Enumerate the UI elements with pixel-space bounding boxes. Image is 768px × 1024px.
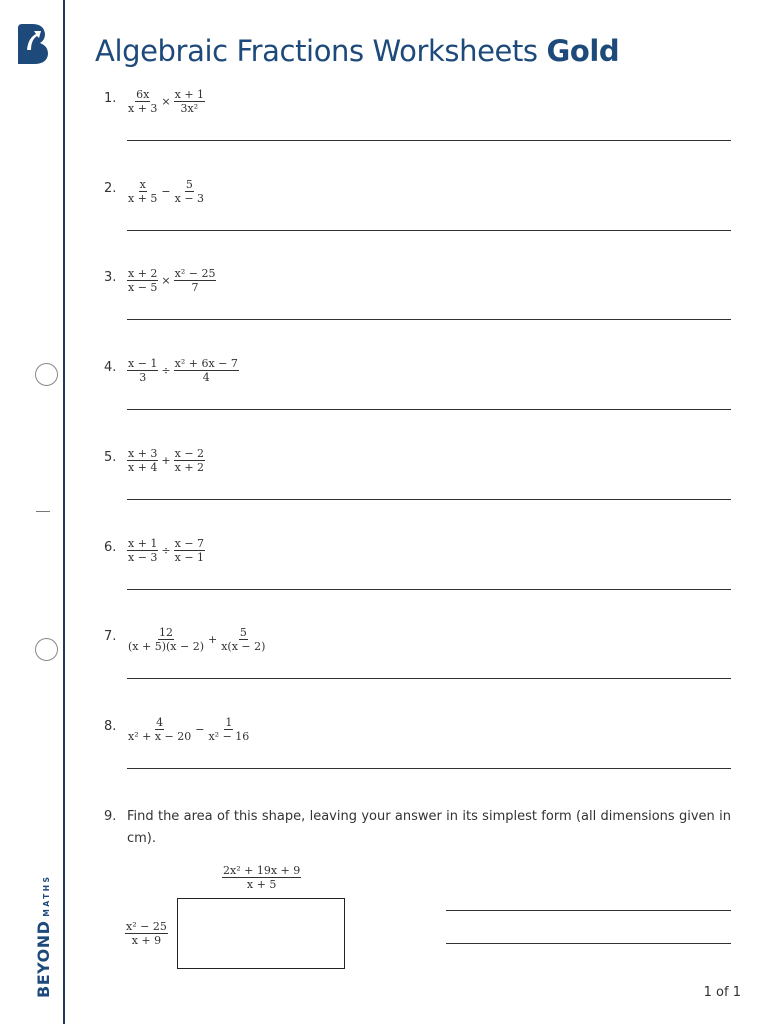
brand-word-2: MATHS — [42, 874, 51, 917]
beyond-logo-icon — [14, 22, 52, 66]
operator: × — [161, 274, 171, 287]
operator: − — [161, 185, 171, 198]
fraction-denominator: x² − 16 — [208, 730, 250, 743]
fraction — [174, 537, 205, 564]
question-expression — [127, 716, 250, 743]
question-expression — [127, 447, 205, 474]
fraction-numerator: x² − 25 — [174, 267, 216, 280]
fraction — [220, 626, 266, 653]
fraction-numerator: x + 1 — [128, 537, 158, 550]
fraction — [174, 178, 205, 205]
fraction-numerator: 1 — [225, 716, 233, 729]
operator: × — [161, 95, 171, 108]
operator: ÷ — [161, 364, 171, 377]
fraction — [174, 267, 217, 294]
answer-line[interactable] — [446, 910, 731, 911]
fraction-denominator: 3x² — [180, 102, 199, 115]
question-expression — [127, 537, 205, 564]
fraction — [127, 537, 158, 564]
punch-hole-upper — [35, 363, 58, 386]
fraction — [127, 716, 192, 743]
fraction-numerator: x² + 6x − 7 — [174, 357, 238, 370]
question-number: 9. — [104, 809, 117, 824]
title-main: Algebraic Fractions Worksheets — [95, 34, 538, 68]
question-number: 4. — [104, 360, 117, 375]
answer-line[interactable] — [127, 678, 731, 679]
fraction-denominator: 7 — [191, 281, 199, 294]
fraction-numerator: 5 — [239, 626, 247, 639]
rectangle-height-label — [125, 920, 168, 947]
margin-line — [63, 0, 65, 1024]
question-number: 3. — [104, 270, 117, 285]
answer-line[interactable] — [127, 499, 731, 500]
fraction-denominator: x + 9 — [131, 934, 162, 947]
fraction — [174, 88, 205, 115]
fraction-denominator: 3 — [139, 371, 147, 384]
fraction-denominator: x + 5 — [128, 192, 158, 205]
fraction-denominator: x + 5 — [246, 878, 277, 891]
rectangle-shape — [177, 898, 345, 969]
fraction — [127, 178, 158, 205]
answer-line[interactable] — [127, 140, 731, 141]
fraction-numerator: 6x — [136, 88, 150, 101]
brand-vertical — [34, 875, 53, 998]
question-number: 7. — [104, 629, 117, 644]
fraction — [127, 357, 158, 384]
title-level: Gold — [546, 34, 620, 68]
fraction — [207, 716, 250, 743]
brand-word-1: BEYOND — [34, 920, 53, 998]
fold-mark — [36, 511, 50, 512]
rectangle-width-label — [222, 864, 301, 891]
page-title — [95, 34, 619, 68]
fraction — [127, 88, 158, 115]
fraction-denominator: x − 5 — [128, 281, 158, 294]
answer-line[interactable] — [127, 768, 731, 769]
question-expression — [127, 267, 216, 294]
fraction-denominator: (x + 5)(x − 2) — [128, 640, 204, 653]
operator: ÷ — [161, 544, 171, 557]
operator: − — [195, 723, 205, 736]
fraction-numerator: 5 — [185, 178, 193, 191]
fraction-numerator: x² − 25 — [126, 920, 167, 933]
page-number: 1 of 1 — [703, 985, 741, 1000]
fraction-numerator: x − 2 — [174, 447, 205, 460]
fraction-denominator: x + 2 — [174, 461, 205, 474]
fraction-numerator: x + 2 — [128, 267, 158, 280]
fraction-numerator: 2x² + 19x + 9 — [223, 864, 301, 877]
answer-line[interactable] — [127, 230, 731, 231]
fraction — [127, 626, 205, 653]
question-expression — [127, 357, 239, 384]
fraction — [174, 357, 239, 384]
question-9-text: Find the area of this shape, leaving your answer in its simplest form (all dimensions given in cm). — [127, 809, 731, 846]
question-expression — [127, 178, 205, 205]
answer-line[interactable] — [127, 409, 731, 410]
fraction-numerator: x − 7 — [174, 537, 205, 550]
fraction — [127, 447, 158, 474]
fraction-numerator: x — [139, 178, 146, 191]
fraction-denominator: x − 1 — [174, 551, 205, 564]
answer-line[interactable] — [127, 589, 731, 590]
operator: + — [161, 454, 171, 467]
question-number: 1. — [104, 91, 117, 106]
fraction-denominator: 4 — [202, 371, 210, 384]
fraction-denominator: x − 3 — [128, 551, 158, 564]
fraction-numerator: x + 3 — [128, 447, 158, 460]
fraction-denominator: x² + x − 20 — [128, 730, 192, 743]
question-number: 6. — [104, 540, 117, 555]
question-expression — [127, 88, 205, 115]
fraction-numerator: 12 — [159, 626, 173, 639]
fraction — [127, 267, 158, 294]
fraction-denominator: x + 4 — [128, 461, 158, 474]
fraction-numerator: x + 1 — [174, 88, 205, 101]
question-expression — [127, 626, 266, 653]
question-number: 5. — [104, 450, 117, 465]
answer-line[interactable] — [127, 319, 731, 320]
fraction-denominator: x(x − 2) — [221, 640, 266, 653]
fraction-numerator: x − 1 — [128, 357, 158, 370]
answer-line[interactable] — [446, 943, 731, 944]
question-number: 2. — [104, 181, 117, 196]
operator: + — [208, 633, 218, 646]
fraction-numerator: 4 — [156, 716, 164, 729]
fraction — [174, 447, 205, 474]
question-number: 8. — [104, 719, 117, 734]
fraction-denominator: x + 3 — [128, 102, 158, 115]
fraction-denominator: x − 3 — [174, 192, 205, 205]
punch-hole-lower — [35, 638, 58, 661]
